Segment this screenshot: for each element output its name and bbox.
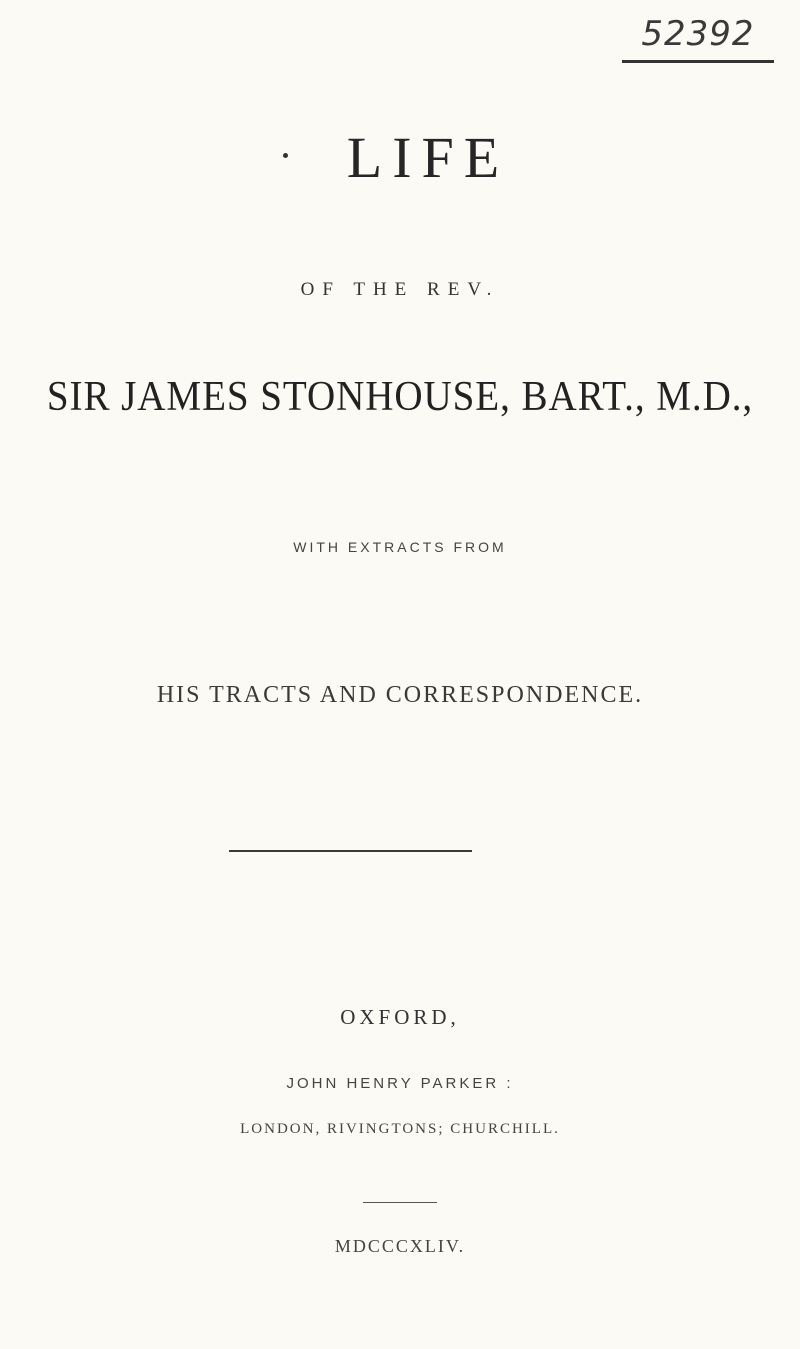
imprint-year: MDCCCXLIV. [334, 1236, 466, 1256]
imprint-sellers: LONDON, RIVINGTONS; CHURCHILL. [240, 1121, 560, 1137]
with-extracts-line: WITH EXTRACTS FROM [293, 539, 507, 555]
shelfmark-underline [622, 60, 774, 63]
imprint-publisher: JOHN HENRY PARKER : [286, 1075, 514, 1092]
tracts-line: HIS TRACTS AND CORRESPONDENCE. [156, 682, 644, 708]
divider-rule [229, 850, 472, 852]
short-divider-rule [363, 1202, 437, 1203]
title-of-the-rev: OF THE REV. [300, 279, 500, 300]
imprint-place: OXFORD, [340, 1005, 460, 1029]
library-shelfmark: 52392 [641, 14, 755, 54]
subject-name: SIR JAMES STONHOUSE, BART., M.D., [46, 374, 754, 420]
book-title: LIFE [346, 125, 510, 190]
